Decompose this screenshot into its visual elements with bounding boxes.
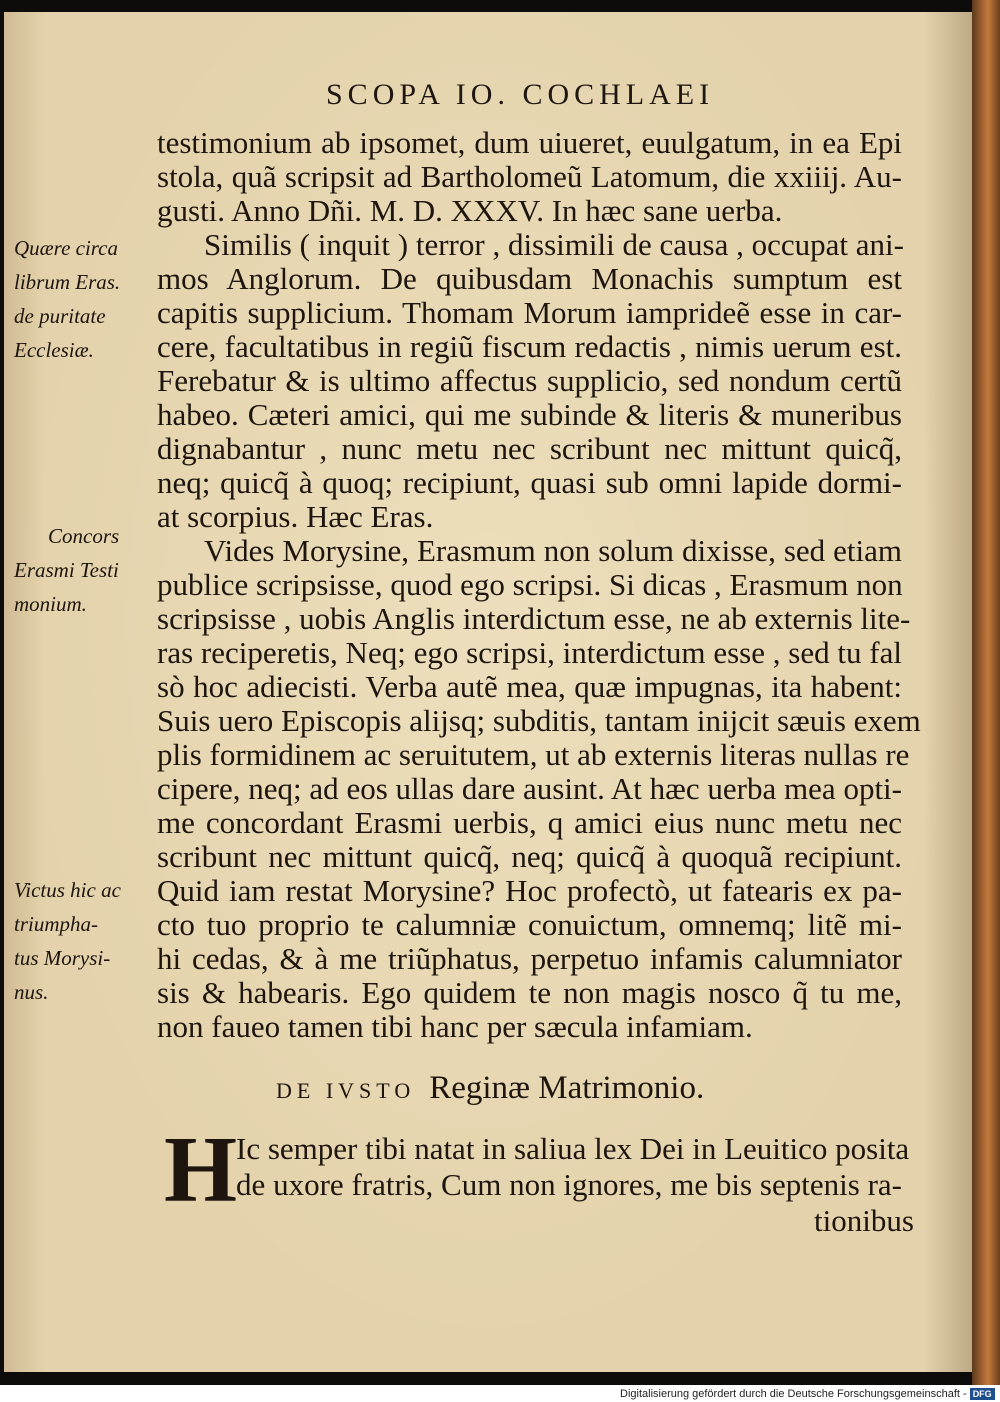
text-line: de uxore fratris, Cum non ignores, me bis septenis ra- xyxy=(236,1167,902,1202)
marginal-note-line: nus. xyxy=(14,980,49,1004)
text-line: mos Anglorum. De quibusdam Monachis sumptum est xyxy=(157,261,902,296)
text-line: Suis uero Episcopis alijsq; subditis, tantam inijcit sæuis exem xyxy=(157,703,921,738)
text-line: gusti. Anno Dñi. M. D. XXXV. In hæc sane uerba. xyxy=(157,193,783,228)
text-line: stola, quã scripsit ad Bartholomeũ Latomum, die xxiiij. Au- xyxy=(157,159,902,194)
text-line: Similis ( inquit ) terror , dissimili de causa , occupat ani- xyxy=(204,227,904,262)
text-line: ras reciperetis, Neq; ego scripsi, interdictum esse , sed tu fal xyxy=(157,635,902,670)
text-line: habeo. Cæteri amici, qui me subinde & literis & muneribus xyxy=(157,397,902,432)
text-line: neq; quicq̃ à quoq; recipiunt, quasi sub omni lapide dormi- xyxy=(157,465,902,500)
marginal-note-line: monium. xyxy=(14,592,87,616)
text-line: at scorpius. Hæc Eras. xyxy=(157,499,434,534)
text-line: tionibus xyxy=(814,1203,914,1238)
book-page xyxy=(4,12,972,1372)
text-line: non faueo tamen tibi hanc per sæcula infamiam. xyxy=(157,1009,753,1044)
text-line: Quid iam restat Morysine? Hoc profectò, ut fatearis ex pa- xyxy=(157,873,902,908)
book-page-edge xyxy=(972,0,1000,1385)
text-line: Vides Morysine, Erasmum non solum dixisse, sed etiam xyxy=(204,533,902,568)
text-line: plis formidinem ac seruitutem, ut ab externis literas nullas re xyxy=(157,737,910,772)
text-line: cto tuo proprio te calumniæ conuictum, omnemq; litẽ mi- xyxy=(157,907,902,942)
marginal-note-line: triumpha- xyxy=(14,912,98,936)
text-line: Ferebatur & is ultimo affectus supplicio, sed nondum certũ xyxy=(157,363,902,398)
dfg-badge: DFG xyxy=(970,1388,995,1400)
text-line: scribunt nec mittunt quicq̃, neq; quicq̃ à quoquã recipiunt. xyxy=(157,839,902,874)
marginal-note-line: Quære circa xyxy=(14,236,119,260)
section-title-text: Reginæ Matrimonio. xyxy=(429,1070,705,1106)
text-line: sis & habearis. Ego quidem te non magis nosco q̃ tu me, xyxy=(157,975,902,1010)
drop-initial: H xyxy=(164,1118,238,1222)
footer xyxy=(620,1386,996,1402)
text-line: cipere, neq; ad eos ullas dare ausint. At hæc uerba mea opti- xyxy=(157,771,902,806)
text-line: cere, facultatibus in regiũ fiscum redactis , nimis uerum est. xyxy=(157,329,902,364)
marginal-note-line: Erasmi Testi xyxy=(14,558,119,582)
section-title xyxy=(276,1070,796,1107)
marginal-note-line: Concors xyxy=(48,524,120,548)
text-line: sò hoc adiecisti. Verba autẽ mea, quæ impugnas, ita habent: xyxy=(157,669,902,704)
section-title-caps: DE IVSTO xyxy=(276,1078,416,1103)
text-line: hi cedas, & à me triũphatus, perpetuo infamis calumniator xyxy=(157,941,902,976)
text-line: capitis supplicium. Thomam Morum iamprideẽ esse in car- xyxy=(157,295,902,330)
marginal-note-line: Victus hic ac xyxy=(14,878,121,902)
text-line: scripsisse , uobis Anglis interdictum esse, ne ab externis lite- xyxy=(157,601,911,636)
text-line: me concordant Erasmi uerbis, q amici eius nunc metu nec xyxy=(157,805,902,840)
text-line: testimonium ab ipsomet, dum uiueret, euulgatum, in ea Epi xyxy=(157,125,902,160)
text-line: publice scripsisse, quod ego scripsi. Si dicas , Erasmum non xyxy=(157,567,903,602)
footer-text: Digitalisierung gefördert durch die Deutsche Forschungsgemeinschaft - xyxy=(620,1388,967,1400)
marginal-note-line: de puritate xyxy=(14,304,106,328)
running-header: SCOPA IO. COCHLAEI xyxy=(326,78,715,111)
text-line: dignabantur , nunc metu nec scribunt nec mittunt quicq̃, xyxy=(157,431,902,466)
marginal-note-line: tus Morysi- xyxy=(14,946,111,970)
marginal-note-line: Ecclesiæ. xyxy=(14,338,94,362)
text-line: Ic semper tibi natat in saliua lex Dei in Leuitico posita xyxy=(236,1131,910,1166)
marginal-note-line: librum Eras. xyxy=(14,270,121,294)
